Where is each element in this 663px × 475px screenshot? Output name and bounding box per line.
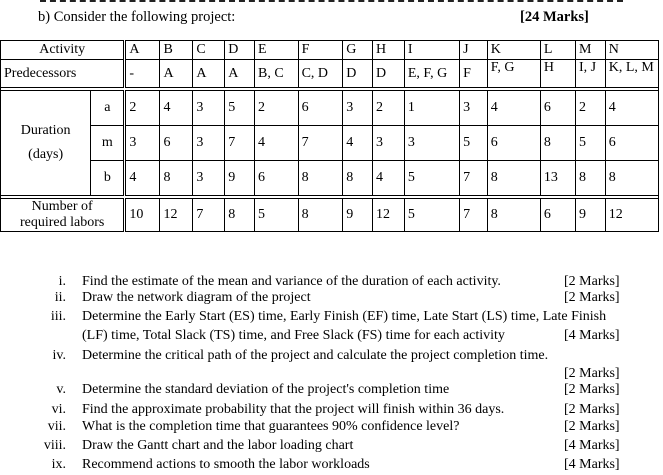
total-marks: [24 Marks] <box>520 9 589 25</box>
duration-cell: 5 <box>404 161 459 196</box>
labor-cell: 9 <box>575 199 605 232</box>
question-number: ii. <box>54 290 66 305</box>
duration-cell: 2 <box>125 91 160 126</box>
labor-cell: 7 <box>460 199 488 232</box>
question-text: Draw the Gantt chart and the labor loading chart <box>82 438 354 453</box>
predecessor-cell: A <box>225 60 255 88</box>
predecessor-cell: H <box>540 60 575 88</box>
predecessor-cell: I, J <box>575 60 605 88</box>
question-number: vii. <box>47 419 66 434</box>
duration-cell: 5 <box>460 126 488 161</box>
question-marks: [4 Marks] <box>564 457 620 472</box>
predecessor-cell: A <box>193 60 225 88</box>
labor-cell: 12 <box>605 199 658 232</box>
duration-cell: 3 <box>193 91 225 126</box>
labor-cell: 8 <box>298 199 343 232</box>
duration-cell: 3 <box>343 91 373 126</box>
labor-cell: 8 <box>487 199 540 232</box>
duration-row-b <box>1 161 659 196</box>
duration-cell: 8 <box>605 161 658 196</box>
predecessor-cell: B, C <box>255 60 299 88</box>
question-number: v. <box>56 382 66 397</box>
question-marks: [2 Marks] <box>564 402 620 417</box>
duration-cell: 8 <box>540 126 575 161</box>
question-text: Find the estimate of the mean and variance of the duration of each activity. <box>82 274 501 289</box>
question-text: What is the completion time that guarantees 90% confidence level? <box>82 419 460 434</box>
question-text: Determine the critical path of the project and calculate the project completion time. <box>82 348 549 363</box>
predecessors-row <box>1 60 659 88</box>
predecessor-cell: E, F, G <box>404 60 459 88</box>
labor-label-line2: required labors <box>20 215 105 231</box>
duration-cell: 3 <box>404 126 459 161</box>
duration-cell: 13 <box>540 161 575 196</box>
duration-cell: 8 <box>298 161 343 196</box>
labor-cell: 7 <box>193 199 225 232</box>
duration-cell: 3 <box>193 161 225 196</box>
question-number: viii. <box>43 438 66 453</box>
predecessor-cell: K, L, M <box>605 60 658 88</box>
duration-label-line1: Duration <box>20 122 71 138</box>
duration-cell: 8 <box>160 161 193 196</box>
duration-cell: 5 <box>575 126 605 161</box>
duration-cell: 4 <box>160 91 193 126</box>
duration-cell: 8 <box>343 161 373 196</box>
question-item <box>0 437 663 455</box>
question-item <box>0 347 663 383</box>
duration-cell: 3 <box>372 126 404 161</box>
question-number: iii. <box>50 309 66 324</box>
labor-label <box>1 199 125 232</box>
duration-cell: 6 <box>487 126 540 161</box>
duration-cell: 6 <box>255 161 299 196</box>
labor-cell: 9 <box>343 199 373 232</box>
question-marks: [4 Marks] <box>564 328 620 343</box>
duration-cell: 3 <box>193 126 225 161</box>
activity-cell: L <box>540 41 575 60</box>
predecessor-cell: F, G <box>487 60 540 88</box>
labor-cell: 5 <box>404 199 459 232</box>
activity-cell: E <box>255 41 299 60</box>
question-text: Determine the Early Start (ES) time, Early Finish (EF) time, Late Start (LS) time, Late Finish <box>82 309 607 324</box>
predecessor-cell: F <box>460 60 488 88</box>
duration-row-a <box>1 91 659 126</box>
duration-sub-label: b <box>91 161 125 196</box>
duration-cell: 4 <box>343 126 373 161</box>
activity-cell: N <box>605 41 658 60</box>
question-marks: [2 Marks] <box>564 366 620 381</box>
question-marks: [2 Marks] <box>564 419 620 434</box>
predecessors-label: Predecessors <box>1 60 125 88</box>
activity-label: Activity <box>1 41 125 60</box>
duration-label <box>1 91 91 196</box>
duration-cell: 6 <box>298 91 343 126</box>
predecessor-cell: D <box>372 60 404 88</box>
duration-cell: 4 <box>605 91 658 126</box>
labor-cell: 5 <box>255 199 299 232</box>
duration-label-line2: (days) <box>28 147 64 162</box>
activity-cell: M <box>575 41 605 60</box>
duration-cell: 6 <box>540 91 575 126</box>
duration-cell: 8 <box>487 161 540 196</box>
activity-cell: I <box>404 41 459 60</box>
question-item <box>0 381 663 399</box>
duration-sub-label: m <box>91 126 125 161</box>
duration-cell: 1 <box>404 91 459 126</box>
labors-row <box>1 199 659 232</box>
question-text: Find the approximate probability that the project will finish within 36 days. <box>82 402 505 417</box>
duration-cell: 4 <box>125 161 160 196</box>
question-item <box>0 308 663 344</box>
predecessor-cell: C, D <box>298 60 343 88</box>
question-marks: [2 Marks] <box>564 290 620 305</box>
labor-cell: 6 <box>540 199 575 232</box>
duration-cell: 2 <box>255 91 299 126</box>
question-text: Draw the network diagram of the project <box>82 290 311 305</box>
duration-cell: 7 <box>225 126 255 161</box>
labor-cell: 12 <box>372 199 404 232</box>
duration-cell: 3 <box>460 91 488 126</box>
duration-cell: 4 <box>487 91 540 126</box>
activity-cell: A <box>125 41 160 60</box>
duration-cell: 4 <box>372 161 404 196</box>
question-marks: [2 Marks] <box>564 274 620 289</box>
question-item <box>0 401 663 419</box>
duration-cell: 7 <box>460 161 488 196</box>
duration-cell: 5 <box>225 91 255 126</box>
labor-cell: 10 <box>125 199 160 232</box>
duration-cell: 7 <box>298 126 343 161</box>
duration-cell: 2 <box>575 91 605 126</box>
question-item <box>0 418 663 436</box>
question-number: i. <box>58 274 66 289</box>
duration-cell: 6 <box>160 126 193 161</box>
duration-cell: 8 <box>575 161 605 196</box>
duration-cell: 9 <box>225 161 255 196</box>
question-text-line2: (LF) time, Total Slack (TS) time, and Free Slack (FS) time for each activity <box>82 328 505 343</box>
activity-cell: D <box>225 41 255 60</box>
duration-cell: 2 <box>372 91 404 126</box>
part-label: b) Consider the following project: <box>38 9 236 25</box>
duration-cell: 3 <box>125 126 160 161</box>
labor-label-line1: Number of <box>31 199 93 214</box>
activity-cell: H <box>372 41 404 60</box>
question-number: vi. <box>51 402 66 417</box>
activity-cell: C <box>193 41 225 60</box>
activity-cell: G <box>343 41 373 60</box>
activity-cell: J <box>460 41 488 60</box>
question-item <box>0 289 663 307</box>
question-marks: [2 Marks] <box>564 382 620 397</box>
question-text: Determine the standard deviation of the project's completion time <box>82 382 450 397</box>
activity-cell: B <box>160 41 193 60</box>
question-number: ix. <box>51 457 66 472</box>
duration-cell: 4 <box>255 126 299 161</box>
activity-cell: K <box>487 41 540 60</box>
question-number: iv. <box>52 348 66 363</box>
activity-cell: F <box>298 41 343 60</box>
question-marks: [4 Marks] <box>564 438 620 453</box>
predecessor-cell: D <box>343 60 373 88</box>
labor-cell: 8 <box>225 199 255 232</box>
dashed-separator <box>40 0 623 2</box>
predecessor-cell: A <box>160 60 193 88</box>
duration-row-m <box>1 126 659 161</box>
duration-cell: 6 <box>605 126 658 161</box>
labor-cell: 12 <box>160 199 193 232</box>
question-text: Recommend actions to smooth the labor workloads <box>82 457 370 472</box>
predecessor-cell: - <box>125 60 160 88</box>
project-table <box>0 40 659 232</box>
duration-sub-label: a <box>91 91 125 126</box>
activity-row <box>1 41 659 60</box>
question-item <box>0 456 663 474</box>
